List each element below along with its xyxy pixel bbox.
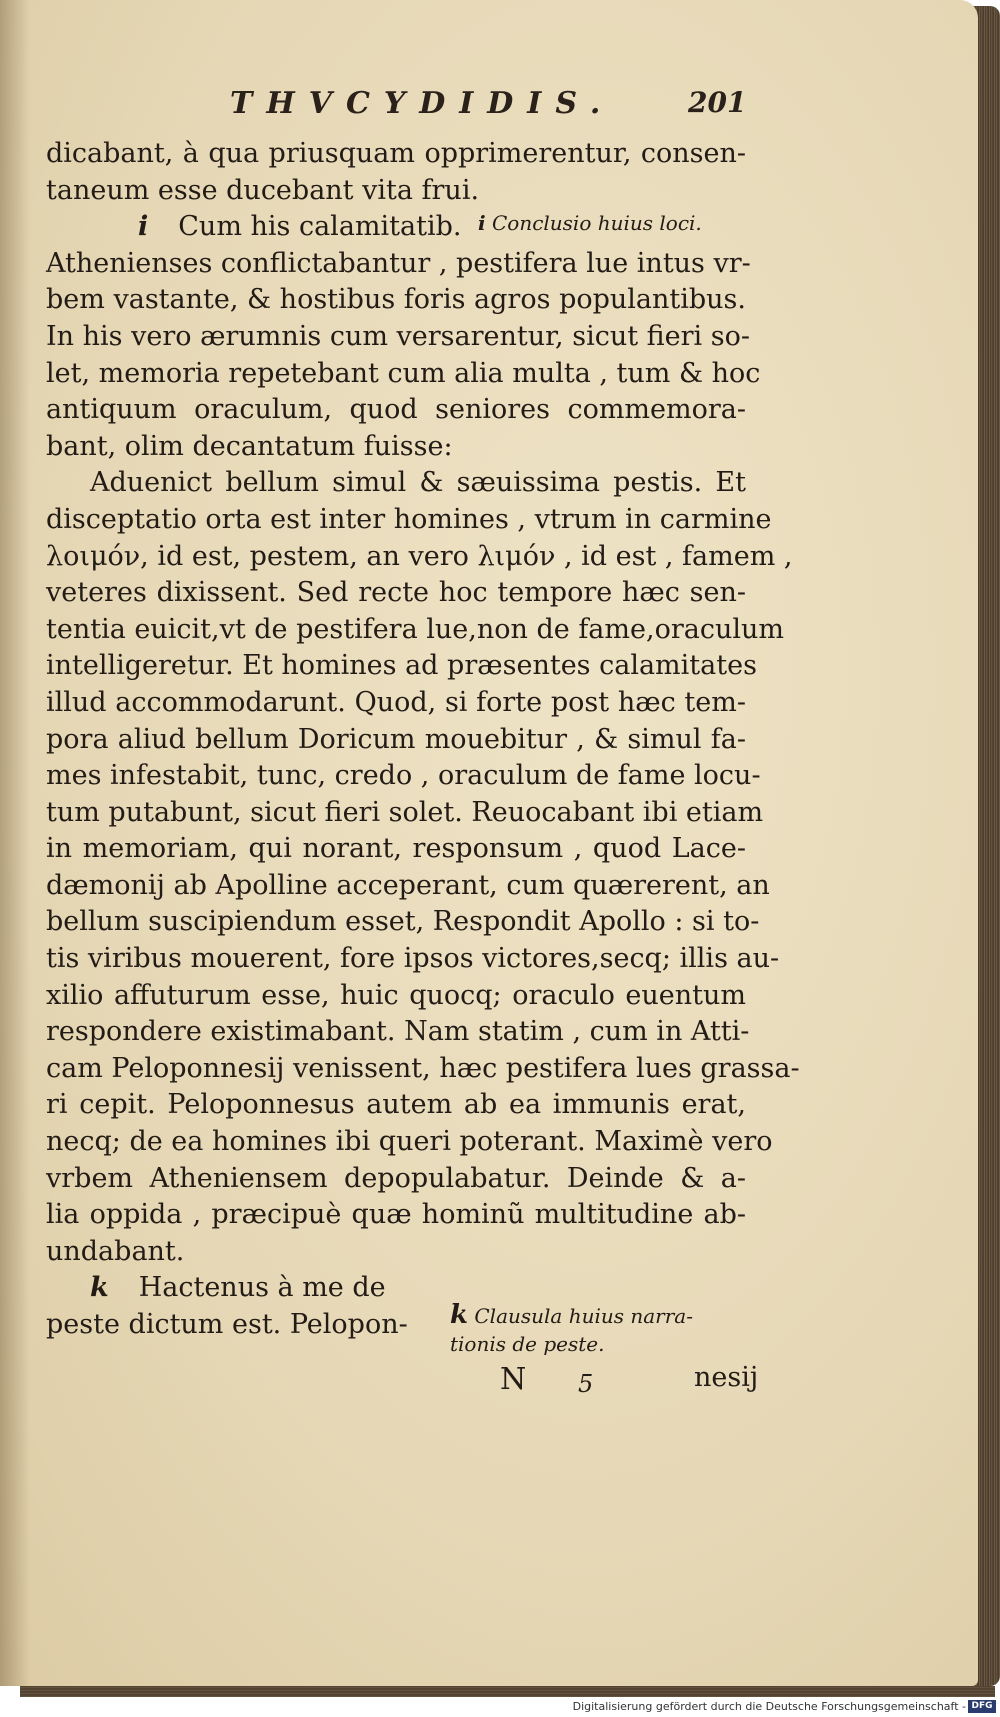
- text-line: [46, 904, 760, 941]
- text-line-content: lia oppida , præcipuè quæ hominũ multitudine ab-: [46, 1199, 746, 1231]
- text-line-content: in memoriam, qui norant, responsum , quod Lace-: [46, 833, 746, 865]
- margin-note-clausula: [450, 1300, 693, 1330]
- text-line-content: xilio affuturum esse, huic quocq; oraculo euentum: [46, 979, 746, 1011]
- text-line-content: pora aliud bellum Doricum mouebitur , & simul fa-: [46, 723, 746, 755]
- catchword: nesij: [694, 1362, 759, 1393]
- text-line: [46, 758, 761, 795]
- text-line: [46, 1197, 746, 1234]
- text-line: [46, 941, 780, 978]
- text-line: [46, 392, 746, 429]
- text-line: [46, 612, 784, 649]
- running-head: THVCYDIDIS.: [230, 86, 615, 121]
- text-line-content: antiquum oraculum, quod seniores commemora-: [46, 394, 746, 426]
- text-line: [46, 246, 751, 283]
- text-line-content: veteres dixissent. Sed recte hoc tempore hæc sen-: [46, 577, 746, 609]
- text-line: [46, 1124, 773, 1161]
- paragraph-marker: i: [138, 211, 149, 243]
- text-line: [46, 722, 746, 759]
- margin-note-text: Clausula huius narra-: [474, 1304, 693, 1328]
- text-line-content: undabant.: [46, 1235, 185, 1267]
- text-line-content: dicabant, à qua priusquam opprimerentur, consen-: [46, 138, 746, 169]
- text-line-content: Athenienses conflictabantur , pestifera lue intus vr-: [46, 247, 751, 279]
- text-line-content: In his vero ærumnis cum versarentur, sicut fieri so-: [46, 320, 751, 352]
- margin-note-text: tionis de peste.: [450, 1332, 605, 1356]
- text-line-content: Cum his calamitatib.: [178, 211, 462, 243]
- margin-note-conclusio: [478, 211, 702, 235]
- text-line-content: taneum esse ducebant vita frui.: [46, 174, 480, 206]
- text-line: [46, 1051, 800, 1088]
- text-line-content: ri cepit. Peloponnesus autem ab ea immunis erat,: [46, 1089, 746, 1121]
- text-line: [46, 356, 761, 393]
- text-line-content: bem vastante, & hostibus foris agros populantibus.: [46, 284, 746, 316]
- text-line-content: dæmonij ab Apolline acceperant, cum quærerent, an: [46, 869, 770, 901]
- text-line: [46, 831, 746, 868]
- text-line: [46, 319, 751, 356]
- signature-mark: N: [500, 1362, 527, 1397]
- text-line-content: Aduenict bellum simul & sæuissima pestis. Et: [90, 467, 746, 499]
- page-gutter-shadow: [0, 0, 30, 1686]
- text-line: [46, 173, 746, 210]
- text-line-content: cam Peloponnesij venissent, hæc pestifera lues grassa-: [46, 1052, 800, 1084]
- body-text: [46, 136, 800, 1344]
- text-line-content: bellum suscipiendum esset, Respondit Apollo : si to-: [46, 906, 760, 938]
- text-line: [46, 539, 793, 576]
- text-line-content: vrbem Atheniensem depopulabatur. Deinde & a-: [46, 1162, 746, 1194]
- text-line-content: illud accommodarunt. Quod, si forte post hæc tem-: [46, 686, 746, 718]
- text-line-content: intelligeretur. Et homines ad præsentes calamitates: [46, 650, 757, 682]
- text-line-content: tum putabunt, sicut fieri solet. Reuocabant ibi etiam: [46, 796, 764, 828]
- text-line-content: tentia euicit,vt de pestifera lue,non de fame,oraculum: [46, 613, 784, 645]
- text-line: [46, 465, 746, 502]
- text-line: [46, 1161, 746, 1198]
- text-line-content: peste dictum est. Pelopon-: [46, 1309, 408, 1340]
- text-line-content: mes infestabit, tunc, credo , oraculum de fame locu-: [46, 760, 761, 792]
- text-line: [46, 648, 757, 685]
- text-line-content: Hactenus à me de: [138, 1272, 386, 1304]
- text-line-content: disceptatio orta est inter homines , vtrum in carmine: [46, 503, 772, 535]
- text-line-content: bant, olim decantatum fuisse:: [46, 430, 453, 462]
- text-line: [46, 1234, 746, 1271]
- text-line: [46, 685, 746, 722]
- text-line: [46, 868, 770, 905]
- text-line: [46, 1087, 746, 1124]
- margin-note-text: Conclusio huius loci.: [491, 211, 702, 235]
- text-line: [46, 978, 746, 1015]
- text-line-content: necq; de ea homines ibi queri poterant. Maximè vero: [46, 1126, 773, 1158]
- text-line-content: λοιμόν, id est, pestem, an vero λιμόν , id est , famem ,: [46, 540, 793, 572]
- text-line: [46, 502, 772, 539]
- margin-note-marker: i: [478, 211, 486, 235]
- digitization-footer: [0, 1697, 1000, 1717]
- footer-credit: Digitalisierung gefördert durch die Deutsche Forschungsgemeinschaft -: [572, 1700, 966, 1713]
- margin-note-clausula-cont: [450, 1332, 605, 1356]
- text-line: [46, 795, 764, 832]
- text-line-content: respondere existimabant. Nam statim , cum in Atti-: [46, 1016, 750, 1048]
- dfg-logo-icon: DFG: [968, 1700, 996, 1713]
- margin-note-marker: k: [450, 1300, 469, 1330]
- paragraph-marker: k: [90, 1272, 109, 1304]
- signature-number: 5: [578, 1370, 594, 1398]
- text-line-content: let, memoria repetebant cum alia multa , tum & hoc: [46, 357, 761, 389]
- text-line: [46, 136, 746, 173]
- page-number: 201: [688, 86, 747, 119]
- text-line: [46, 575, 746, 612]
- text-line: [46, 429, 746, 466]
- text-line: [46, 1014, 750, 1051]
- text-line-content: tis viribus mouerent, fore ipsos victores,secq; illis au-: [46, 943, 780, 975]
- text-line: [46, 282, 746, 319]
